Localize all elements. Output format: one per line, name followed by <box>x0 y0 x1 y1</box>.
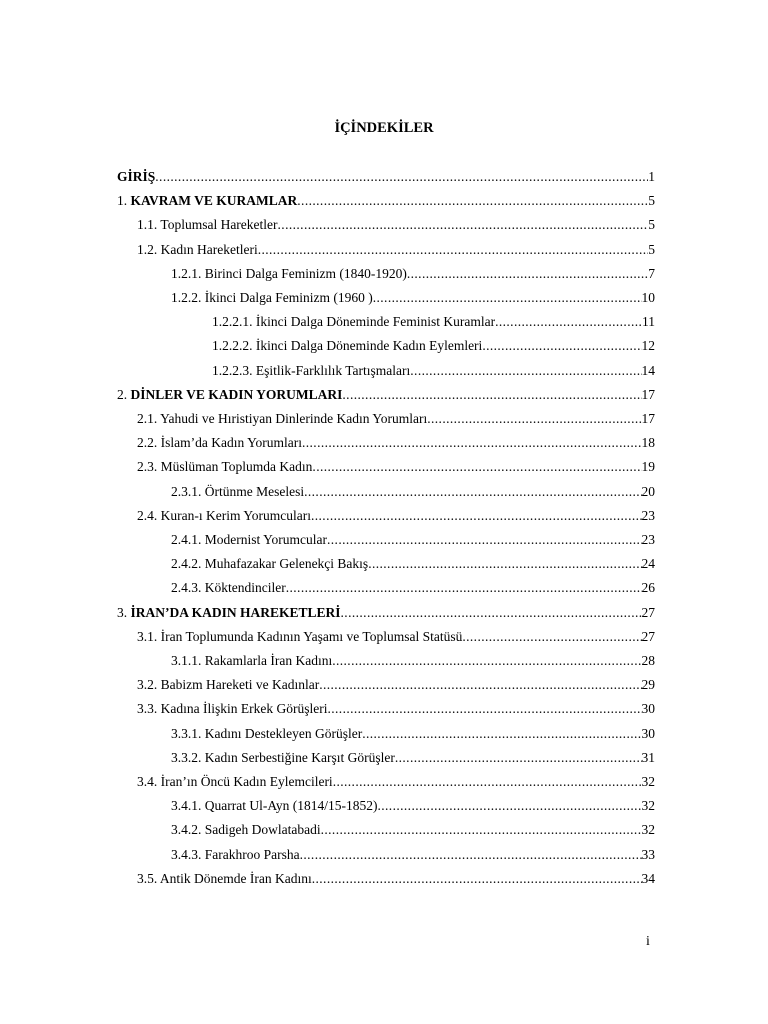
toc-entry-number: 2.1. <box>137 411 161 426</box>
toc-entry <box>171 651 655 671</box>
dot-leader <box>327 699 641 719</box>
toc-entry-page: 28 <box>641 653 655 668</box>
dot-leader <box>304 482 641 502</box>
toc-entry-page: 5 <box>648 217 655 233</box>
toc-entry-label <box>117 385 342 405</box>
toc-entry-number: 1.2.2.2. <box>212 338 256 354</box>
toc-entry-page: 26 <box>641 580 655 596</box>
toc-entry-number: 3.4.2. <box>171 822 205 838</box>
toc-entry-page: 24 <box>641 556 655 572</box>
toc-entry-title: İRAN’DA KADIN HAREKETLERİ <box>130 604 341 620</box>
toc-entry-title: Muhafazakar Gelenekçi Bakış <box>204 556 369 572</box>
toc-entry <box>171 554 655 574</box>
toc-entry-label <box>137 627 462 647</box>
toc-entry-number: 2. <box>117 386 131 402</box>
toc-entry-number: 3. <box>117 604 131 620</box>
toc-entry-page: 23 <box>641 507 655 523</box>
dot-leader <box>395 748 642 768</box>
toc-entry-title: Kadın Serbestiğine Karşıt Görüşler <box>204 749 395 765</box>
toc-entry-number: 1.2.1. <box>171 265 205 281</box>
dot-leader <box>327 530 642 550</box>
toc-entry-label <box>137 699 327 719</box>
toc-entry-label <box>171 748 395 768</box>
dot-leader <box>362 724 641 744</box>
toc-entry-page: 12 <box>641 338 655 354</box>
toc-entry-number: 1. <box>117 193 131 209</box>
dot-leader <box>333 772 642 792</box>
toc-entry-page: 14 <box>641 362 655 378</box>
toc-entry-label <box>171 288 373 308</box>
toc-entry-title: Antik Dönemde İran Kadını <box>159 870 312 886</box>
toc-entry-label <box>171 264 407 284</box>
toc-entry-title: Quarrat Ul-Ayn (1814/15-1852) <box>204 798 378 814</box>
toc-entry-title: Babizm Hareketi ve Kadınlar <box>160 677 320 693</box>
toc-entry <box>212 312 655 332</box>
toc-entry <box>171 820 655 840</box>
toc-entry <box>171 724 655 744</box>
toc-entry <box>137 675 655 695</box>
toc-entry-label <box>171 530 327 550</box>
toc-entry-page: 18 <box>641 435 655 451</box>
toc-entry-label <box>137 869 312 889</box>
toc-entry-page: 27 <box>641 628 655 644</box>
toc-entry-title: İkinci Dalga Feminizm (1960 ) <box>204 290 373 305</box>
toc-entry-label <box>171 724 362 744</box>
toc-entry-label <box>171 651 332 671</box>
dot-leader <box>495 312 642 332</box>
dot-leader <box>312 869 642 889</box>
toc-entry-page: 17 <box>641 411 655 426</box>
toc-entry <box>171 796 655 816</box>
dot-leader <box>286 578 642 598</box>
toc-entry-number: 1.2. <box>137 241 161 257</box>
dot-leader <box>410 361 641 381</box>
toc-entry-title: GİRİŞ <box>117 169 156 184</box>
toc-entry-label <box>137 772 333 792</box>
toc-entry-number: 2.4.1. <box>171 532 205 547</box>
toc-entry-title: Birinci Dalga Feminizm (1840-1920) <box>204 265 407 281</box>
dot-leader <box>278 215 649 235</box>
toc-entry-label <box>171 820 321 840</box>
toc-entry-title: Kadına İlişkin Erkek Görüşleri <box>160 701 328 717</box>
toc-entry-label <box>137 433 302 453</box>
page-title: İÇİNDEKİLER <box>334 120 434 136</box>
toc-entry-title: Farakhroo Parsha <box>204 846 300 862</box>
toc-entry-label <box>137 240 258 260</box>
toc-entry <box>171 845 655 865</box>
toc-entry-title: Kadın Hareketleri <box>160 241 258 257</box>
toc-entry-label <box>212 361 410 381</box>
toc-entry-page: 32 <box>641 774 655 789</box>
toc-entry <box>212 361 655 381</box>
toc-entry-label <box>137 215 278 235</box>
dot-leader <box>155 167 648 187</box>
toc-entry <box>137 506 655 526</box>
toc-entry-page: 5 <box>648 241 655 257</box>
toc-entry-number: 3.3.1. <box>171 725 205 741</box>
toc-entry <box>212 336 655 356</box>
toc-entry-page: 1 <box>648 169 655 184</box>
toc-entry <box>117 385 655 405</box>
toc-entry-page: 23 <box>641 532 655 547</box>
toc-entry-title: Kadını Destekleyen Görüşler <box>204 725 363 741</box>
toc-entry-page: 31 <box>641 749 655 765</box>
toc-entry-number: 2.3.1. <box>171 483 205 499</box>
toc-entry-page: 29 <box>641 677 655 693</box>
toc-entry-page: 32 <box>641 822 655 838</box>
dot-leader <box>373 288 642 308</box>
toc-entry-label <box>171 554 368 574</box>
toc-entry <box>171 578 655 598</box>
dot-leader <box>300 845 642 865</box>
toc-entry-label <box>137 506 311 526</box>
toc-entry-title: DİNLER VE KADIN YORUMLARI <box>130 386 343 402</box>
toc-entry-page: 27 <box>641 604 655 620</box>
dot-leader <box>297 191 648 211</box>
toc-entry-number: 2.4.3. <box>171 580 205 596</box>
toc-entry <box>171 748 655 768</box>
toc-entry-label <box>171 796 377 816</box>
toc-entry-label <box>117 167 155 187</box>
toc-entry <box>117 167 655 187</box>
toc-entry <box>171 288 655 308</box>
toc-entry-number: 1.1. <box>137 217 161 233</box>
dot-leader <box>311 506 642 526</box>
dot-leader <box>342 385 641 405</box>
toc-entry-title: Rakamlarla İran Kadını <box>204 653 333 668</box>
toc-entry-page: 10 <box>641 290 655 305</box>
dot-leader <box>462 627 641 647</box>
toc-entry-page: 30 <box>641 725 655 741</box>
toc-entry-page: 17 <box>641 386 655 402</box>
dot-leader <box>321 820 642 840</box>
toc-entry-title: Yahudi ve Hıristiyan Dinlerinde Kadın Yorumları <box>160 411 428 426</box>
dot-leader <box>407 264 648 284</box>
toc-entry <box>117 603 655 623</box>
toc-entry-label <box>137 409 427 429</box>
toc-entry-page: 5 <box>648 193 655 209</box>
toc-entry-label <box>137 457 312 477</box>
toc-entry-number: 2.4.2. <box>171 556 205 572</box>
dot-leader <box>482 336 641 356</box>
dot-leader <box>427 409 641 429</box>
toc-entry-label <box>171 845 300 865</box>
dot-leader <box>258 240 649 260</box>
toc-entry <box>137 772 655 792</box>
toc-entry <box>171 530 655 550</box>
dot-leader <box>319 675 641 695</box>
toc-entry-page: 33 <box>641 846 655 862</box>
toc-entry-label <box>171 482 304 502</box>
dot-leader <box>368 554 641 574</box>
dot-leader <box>341 603 642 623</box>
toc-entry <box>137 627 655 647</box>
toc-entry-number: 3.3. <box>137 701 161 717</box>
dot-leader <box>312 457 641 477</box>
toc-entry-page: 19 <box>641 459 655 475</box>
toc-entry-label <box>117 603 341 623</box>
toc-entry-page: 32 <box>641 798 655 814</box>
dot-leader <box>302 433 642 453</box>
toc-entry-label <box>117 191 297 211</box>
toc-entry-number: 1.2.2.3. <box>212 362 256 378</box>
toc-entry-page: 30 <box>641 701 655 717</box>
dot-leader <box>377 796 641 816</box>
toc-entry <box>117 191 655 211</box>
toc-entry-title: Modernist Yorumcular <box>204 532 327 547</box>
toc-entry-number: 3.1. <box>137 628 161 644</box>
toc-entry-number: 2.2. <box>137 435 161 451</box>
toc-entry-number: 3.4.1. <box>171 798 205 814</box>
toc-entry <box>137 699 655 719</box>
toc-entry-number: 1.2.2.1. <box>212 314 256 330</box>
toc-entry-title: Örtünme Meselesi <box>204 483 305 499</box>
toc-entry-label <box>212 312 495 332</box>
toc-entry-title: KAVRAM VE KURAMLAR <box>130 193 298 209</box>
toc-entry-number: 3.1.1. <box>171 653 205 668</box>
toc-entry <box>137 409 655 429</box>
toc-entry-title: İkinci Dalga Döneminde Feminist Kuramlar <box>255 314 496 330</box>
toc-entry-number: 3.5. <box>137 870 160 886</box>
toc-entry-page: 20 <box>641 483 655 499</box>
toc-entry-title: Eşitlik-Farklılık Tartışmaları <box>255 362 411 378</box>
dot-leader <box>332 651 641 671</box>
toc-entry-number: 2.3. <box>137 459 161 475</box>
toc-entry <box>137 240 655 260</box>
toc-entry <box>137 457 655 477</box>
toc-entry-title: İran Toplumunda Kadının Yaşamı ve Toplumsal Statüsü <box>160 628 463 644</box>
toc-entry-number: 3.3.2. <box>171 749 205 765</box>
toc-entry <box>171 264 655 284</box>
toc-entry-title: İkinci Dalga Döneminde Kadın Eylemleri <box>255 338 483 354</box>
toc-entry-title: Kuran-ı Kerim Yorumcuları <box>160 507 311 523</box>
toc-entry-number: 3.4.3. <box>171 846 205 862</box>
toc-entry-page: 7 <box>648 265 655 281</box>
toc-entry-number: 1.2.2. <box>171 290 205 305</box>
toc-entry-number: 3.2. <box>137 677 161 693</box>
toc-entry <box>137 215 655 235</box>
toc-entry <box>137 433 655 453</box>
toc-entry-number: 3.4. <box>137 774 161 789</box>
toc-entry-label <box>137 675 319 695</box>
toc-entry <box>171 482 655 502</box>
toc-entry-page: 11 <box>642 314 655 330</box>
toc-entry-title: Toplumsal Hareketler <box>160 217 278 233</box>
toc-entry-title: Sadigeh Dowlatabadi <box>204 822 321 838</box>
toc-entry-number: 2.4. <box>137 507 161 523</box>
toc-entry-label <box>212 336 482 356</box>
toc-entry-title: Köktendinciler <box>204 580 286 596</box>
toc-entry-title: Müslüman Toplumda Kadın <box>160 459 313 475</box>
footer-page-number: i <box>646 934 650 949</box>
toc-entry-page: 34 <box>641 870 655 886</box>
toc-entry <box>137 869 655 889</box>
toc-entry-title: İslam’da Kadın Yorumları <box>160 435 302 451</box>
toc-entry-label <box>171 578 286 598</box>
toc-entry-title: İran’ın Öncü Kadın Eylemcileri <box>160 774 333 789</box>
